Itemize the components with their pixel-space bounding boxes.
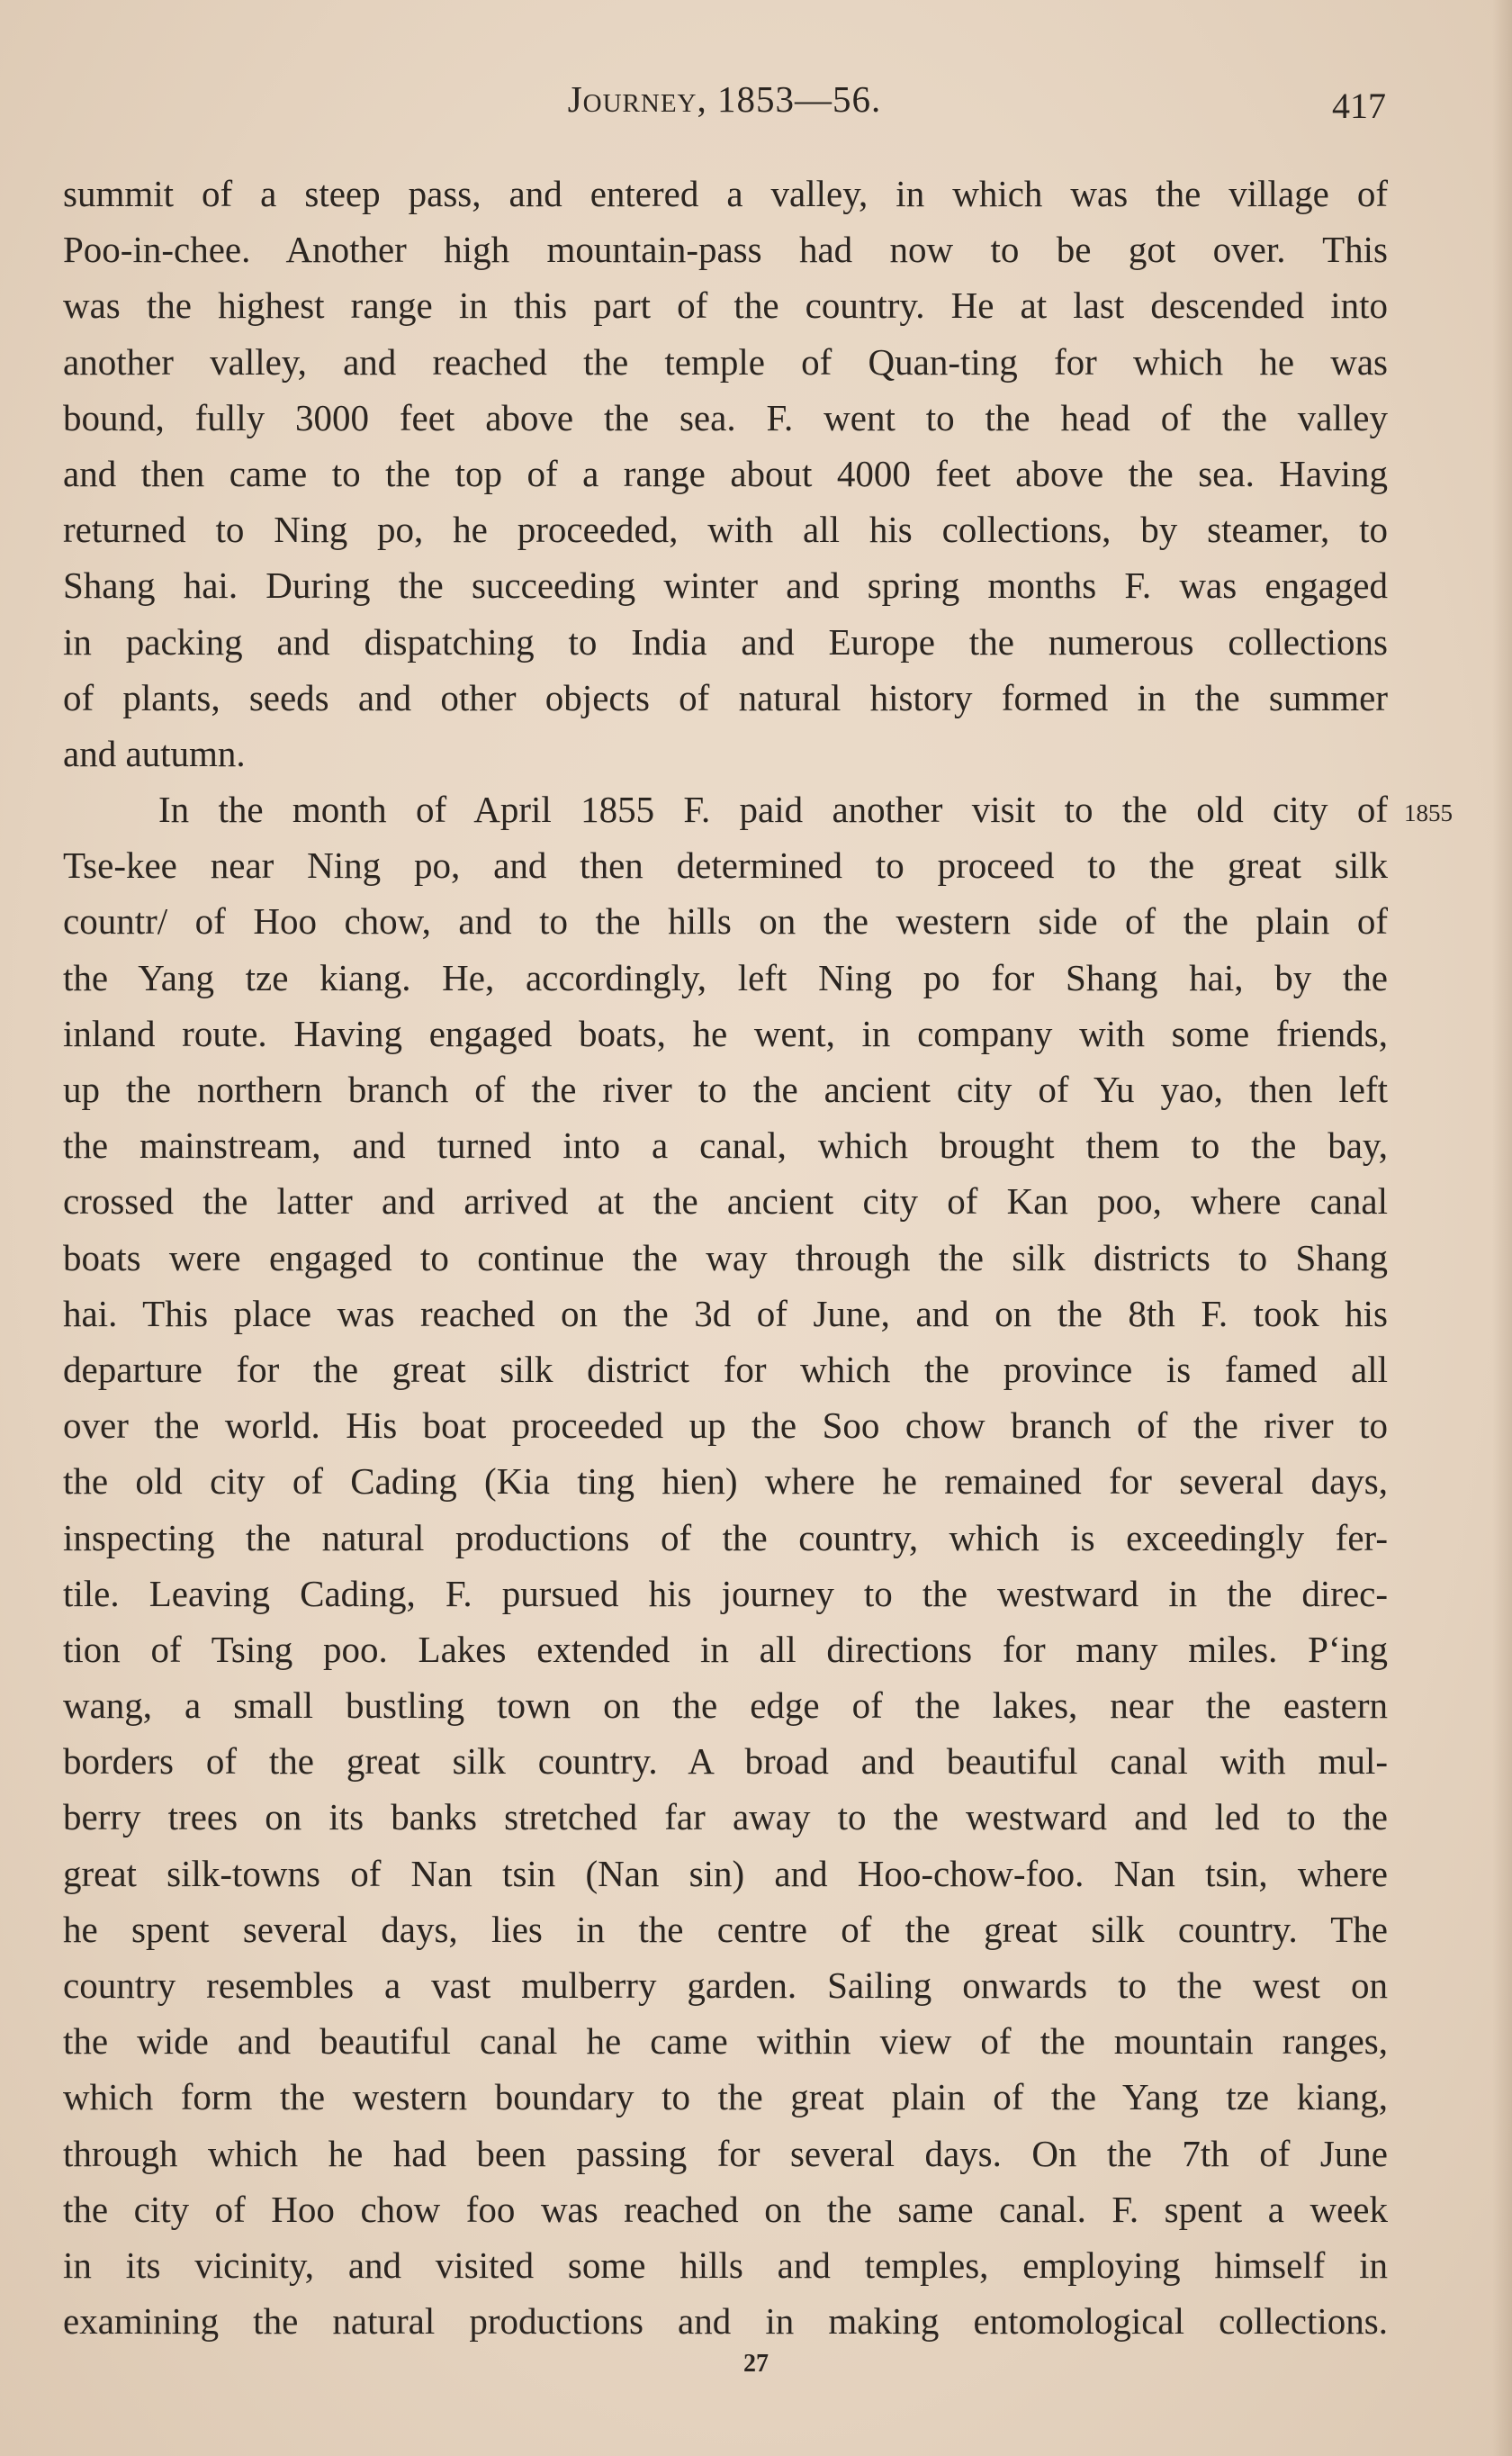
text-line: borders of the great silk country. A broad and beautiful canal with mul-: [63, 1740, 1388, 1783]
text-line: departure for the great silk district for which the province is famed all: [63, 1348, 1388, 1390]
text-line: Shang hai. During the succeeding winter and spring months F. was engaged: [63, 564, 1388, 607]
margin-year-note: 1855: [1404, 799, 1453, 826]
text-line: another valley, and reached the temple of Quan-ting for which he was: [63, 340, 1388, 383]
text-line: bound, fully 3000 feet above the sea. F. went to the head of the valley: [63, 396, 1388, 438]
running-head: Journey, 1853—56.: [567, 78, 882, 120]
text-line: the city of Hoo chow foo was reached on the same canal. F. spent a week: [63, 2188, 1388, 2230]
text-line: inspecting the natural productions of the country, which is exceedingly fer-: [63, 1516, 1388, 1558]
text-line: countr/ of Hoo chow, and to the hills on the western side of the plain of: [63, 900, 1388, 943]
text-line: the Yang tze kiang. He, accordingly, left Ning po for Shang hai, by the: [63, 956, 1388, 998]
text-line: country resembles a vast mulberry garden. Sailing onwards to the west on: [63, 1964, 1388, 2006]
body-text: [63, 166, 1388, 2349]
text-line: Tse-kee near Ning po, and then determined to proceed to the great silk: [63, 844, 1388, 887]
text-line: and then came to the top of a range about 4000 feet above the sea. Having: [63, 452, 1388, 494]
text-line: of plants, seeds and other objects of natural history formed in the summer: [63, 676, 1388, 718]
text-line: great silk-towns of Nan tsin (Nan sin) and Hoo-chow-foo. Nan tsin, where: [63, 1852, 1388, 1894]
text-line: the mainstream, and turned into a canal, which brought them to the bay,: [63, 1124, 1388, 1167]
text-line: examining the natural productions and in making entomological collections.: [63, 2300, 1388, 2343]
text-line: returned to Ning po, he proceeded, with all his collections, by steamer, to: [63, 509, 1388, 551]
text-line: summit of a steep pass, and entered a valley, in which was the village of: [63, 173, 1388, 214]
text-line: hai. This place was reached on the 3d of June, and on the 8th F. took his: [63, 1292, 1388, 1334]
text-line: over the world. His boat proceeded up the Soo chow branch of the river to: [63, 1404, 1388, 1447]
text-line: up the northern branch of the river to the ancient city of Yu yao, then left: [63, 1069, 1388, 1110]
text-line: tion of Tsing poo. Lakes extended in all directions for many miles. Pʻing: [63, 1628, 1388, 1670]
page-number: 417: [1332, 86, 1386, 126]
text-line: he spent several days, lies in the centre of the great silk country. The: [63, 1908, 1388, 1950]
text-line: through which he had been passing for several days. On the 7th of June: [63, 2132, 1388, 2174]
text-line: the wide and beautiful canal he came within view of the mountain ranges,: [63, 2020, 1388, 2063]
text-line: which form the western boundary to the great plain of the Yang tze kiang,: [63, 2076, 1388, 2118]
signature-mark: 27: [743, 2350, 769, 2378]
text-line: Poo-in-chee. Another high mountain-pass had now to be got over. This: [63, 229, 1388, 271]
text-line: berry trees on its banks stretched far away to the westward and led to the: [63, 1796, 1388, 1838]
text-line: crossed the latter and arrived at the ancient city of Kan poo, where canal: [63, 1180, 1388, 1223]
page-edge-shadow: [1492, 0, 1512, 2456]
text-line: was the highest range in this part of the country. He at last descended into: [63, 284, 1388, 327]
text-line: tile. Leaving Cading, F. pursued his journey to the westward in the direc-: [63, 1572, 1388, 1614]
paragraph-start-line: In the month of April 1855 F. paid another visit to the old city of: [158, 789, 1388, 831]
text-line: in packing and dispatching to India and Europe the numerous collections: [63, 620, 1388, 663]
text-line: wang, a small bustling town on the edge of the lakes, near the eastern: [63, 1684, 1388, 1727]
text-line: inland route. Having engaged boats, he went, in company with some friends,: [63, 1012, 1388, 1054]
text-line: the old city of Cading (Kia ting hien) where he remained for several days,: [63, 1460, 1388, 1503]
paragraph-end-line: and autumn.: [63, 732, 246, 774]
text-line: boats were engaged to continue the way through the silk districts to Shang: [63, 1236, 1388, 1278]
text-line: in its vicinity, and visited some hills and temples, employing himself in: [63, 2244, 1388, 2286]
page-header: [63, 72, 1386, 144]
